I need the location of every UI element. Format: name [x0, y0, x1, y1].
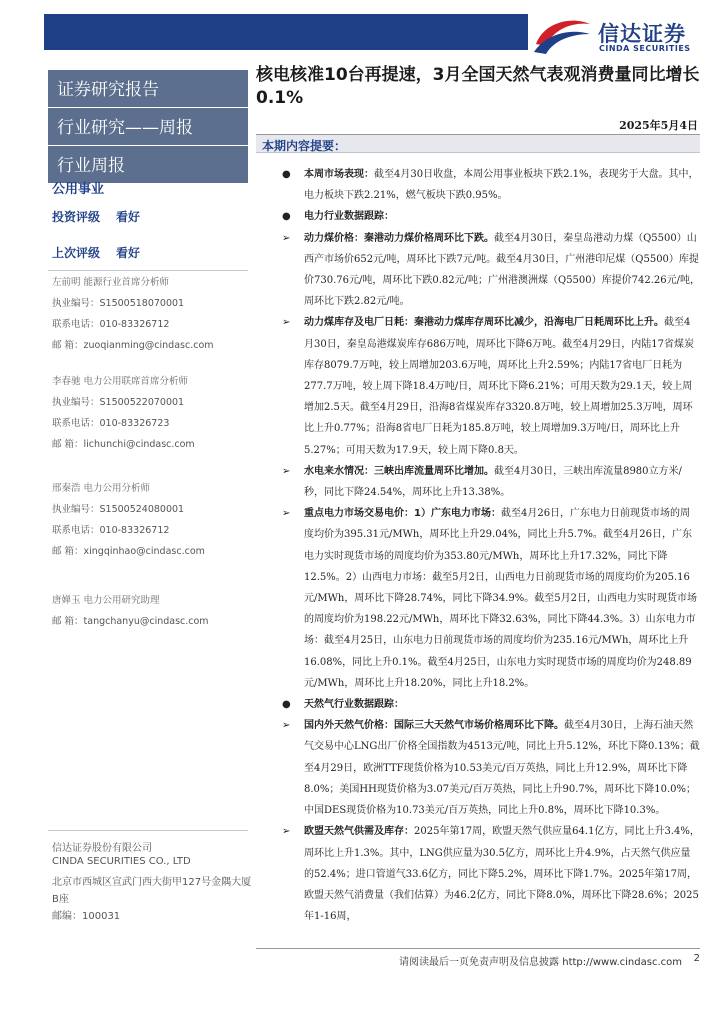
rating-value: 看好	[116, 210, 141, 224]
item-text: 截至4月26日，广东电力日前现货市场的周度均价为395.31元/MWh，周环比上升29.04%，同比上升5.7%。截至4月26日，广东电力实时现货市场的周度均价为353.80元/MWh，周环比上升17.32%，同比下降12.5%。2）山西电力市场：截至5月2日，山西电力日前现货市场的周度均价为205.16元/MWh，周环比下降28.74%，同比下降34.9%。截至5月2日，山西电力实时现货市场的周度均价为198.22元/MWh，周环比下降32.63%，同比下降44.3%。3）山东电力市场：截至4月25日，山东电力日前现货市场的周度均价为235.16元/MWh，周环比上升16.08%，同比上升0.1%。截至4月25日，山东电力实时现货市场的周度均价为248.89元/MWh，周环比上升18.20%，同比上升18.2%。	[304, 508, 697, 689]
list-item	[256, 694, 700, 715]
item-heading: 水电来水情况：三峡出库流量周环比增加。	[304, 465, 494, 477]
list-item	[256, 461, 700, 503]
arrow-bullet-icon: ➢	[282, 317, 291, 329]
analyst-phone: 联系电话：010-83326723	[52, 418, 170, 429]
report-type: 证券研究报告	[48, 70, 248, 107]
page-title: 核电核准10台再提速，3月全国天然气表观消费量同比增长0.1%	[256, 65, 700, 108]
sidebar	[48, 64, 252, 964]
industry-name: 公用事业	[52, 182, 105, 197]
summary-list	[256, 164, 700, 927]
brand-logo	[532, 12, 712, 56]
item-text: 截至4月30日，秦皇岛港动力煤（Q5500）山西产市场价652元/吨，周环比下跌7元/吨。截至4月30日，广州港印尼煤（Q5500）库提价730.76元/吨，周环比下跌0.82元/吨；广州港澳洲煤（Q5500）库提价742.26元/吨，周环比下跌2.82元/吨。	[304, 232, 701, 308]
prev-rating-label: 上次评级	[52, 246, 101, 260]
previous-rating	[52, 244, 141, 261]
analyst-license: 执业编号：S1500518070001	[52, 298, 185, 309]
item-heading: 本周市场表现：	[304, 169, 374, 180]
company-name-cn: 信达证券股份有限公司	[52, 843, 152, 854]
analyst-head: 唐婵玉 电力公用研究助理	[52, 595, 160, 606]
summary-heading: 本期内容提要：	[262, 139, 347, 153]
arrow-bullet-icon: ➢	[282, 232, 291, 244]
divider	[48, 830, 248, 831]
analyst-phone: 联系电话：010-83326712	[52, 525, 170, 536]
company-postcode: 邮编：100031	[52, 911, 121, 922]
report-date: 2025年5月4日	[619, 119, 698, 132]
analyst-card	[52, 484, 248, 568]
cinda-logo-icon	[532, 14, 592, 56]
analyst-head: 邢秦浩 电力公用分析师	[52, 483, 151, 494]
date-row	[256, 117, 700, 135]
item-heading: 动力煤库存及电厂日耗：秦港动力煤库存周环比减少，沿海电厂日耗周环比上升。	[304, 317, 664, 329]
item-heading: 电力行业数据跟踪：	[304, 211, 394, 223]
company-address-2: B座	[52, 894, 69, 905]
disclaimer-link[interactable]: 请阅读最后一页免责声明及信息披露 http://www.cindasc.com	[399, 957, 682, 968]
item-heading: 国内外天然气价格：国际三大天然气市场价格周环比下降。	[304, 720, 564, 732]
header-band	[44, 14, 528, 50]
analyst-head: 李春驰 电力公用联席首席分析师	[52, 376, 189, 387]
company-info	[52, 839, 252, 924]
page-number: 2	[693, 953, 700, 964]
report-sub-category: 行业周报	[48, 146, 248, 183]
company-name-en: CINDA SECURITIES CO., LTD	[52, 856, 191, 867]
main-content	[256, 64, 701, 923]
arrow-bullet-icon: ➢	[282, 508, 291, 520]
prev-rating-value: 看好	[116, 246, 141, 260]
analyst-email[interactable]: 邮 箱：lichunchi@cindasc.com	[52, 439, 195, 450]
bullet-icon: ●	[282, 211, 291, 223]
item-text: 截至4月30日，三峡出库流量8980立方米/秒，同比下降24.54%，周环比上升13.38%。	[304, 465, 682, 499]
report-category: 行业研究——周报	[48, 108, 248, 145]
summary-heading-bar	[256, 135, 700, 153]
list-item	[256, 228, 700, 313]
item-text: 截至4月30日，上海石油天然气交易中心LNG出厂价格全国指数为4513元/吨，同比上升5.12%，环比下降0.13%；截至4月29日，欧洲TTF现货价格为10.53美元/百万英热，同比上升12.9%，周环比下降8.0%；美国HH现货价格为3.07美元/百万英热，同比上升90.7%，周环比下降10.0%；中国DES现货价格为10.73美元/百万英热，同比上升0.8%，周环比下降10.3%。	[304, 720, 700, 817]
list-item	[256, 821, 700, 927]
page-footer	[256, 948, 700, 968]
divider	[48, 270, 248, 271]
brand-name-en: CINDA SECURITIES	[599, 44, 691, 53]
analyst-head: 左前明 能源行业首席分析师	[52, 277, 170, 288]
analyst-email[interactable]: 邮 箱：tangchanyu@cindasc.com	[52, 616, 209, 627]
list-item	[256, 312, 700, 460]
list-item	[256, 503, 700, 694]
arrow-bullet-icon: ➢	[282, 465, 291, 477]
arrow-bullet-icon: ➢	[282, 826, 291, 838]
list-item	[256, 164, 700, 206]
item-heading: 动力煤价格：秦港动力煤价格周环比下跌。	[304, 232, 494, 244]
analyst-license: 执业编号：S1500524080001	[52, 504, 185, 515]
arrow-bullet-icon: ➢	[282, 720, 291, 732]
brand-name-cn: 信达证券	[598, 22, 686, 46]
analyst-card	[52, 377, 248, 461]
bullet-icon: ●	[282, 169, 291, 180]
analyst-license: 执业编号：S1500522070001	[52, 397, 185, 408]
company-address: 北京市西城区宣武门西大街甲127号金隅大厦	[52, 877, 252, 888]
analyst-card	[52, 278, 248, 362]
item-heading: 天然气行业数据跟踪：	[304, 699, 404, 711]
analyst-phone: 联系电话：010-83326712	[52, 319, 170, 330]
analyst-card	[52, 596, 248, 638]
list-item	[256, 206, 700, 227]
rating-label: 投资评级	[52, 210, 101, 224]
item-text: 截至4月30日，秦皇岛港煤炭库存686万吨，周环比下降6万吨。截至4月29日，内陆17省煤炭库存8079.7万吨，较上周增加203.6万吨，周环比上升2.59%；内陆17省电厂日耗为277.7万吨，较上周下降18.4万吨/日，周环比下降6.21%；可用天数为29.1天，较上周增加2.5天。截至4月29日，沿海8省煤炭库存3320.8万吨，较上周增加25.3万吨，周环比上升0.77%；沿海8省电厂日耗为185.8万吨，较上周增加9.3万吨/日，周环比上升5.27%；可用天数为17.9天，较上周下降0.8天。	[304, 317, 694, 456]
item-text: 2025年第17周，欧盟天然气供应量64.1亿方，同比上升3.4%，周环比上升1.3%。其中，LNG供应量为30.5亿方，周环比上升4.9%，占天然气供应量的52.4%；进口管道气33.6亿方，同比下降5.2%，周环比下降1.7%。2025年第17周，欧盟天然气消费量（我们估算）为46.2亿方，同比下降8.0%，周环比下降28.6%；2025年1-16周，	[304, 826, 700, 923]
item-heading: 欧盟天然气供需及库存：	[304, 826, 414, 838]
bullet-icon: ●	[282, 699, 291, 711]
investment-rating	[52, 208, 141, 225]
item-text: 截至4月30日收盘，本周公用事业板块下跌2.1%，表现劣于大盘。其中，电力板块下跌2.21%，燃气板块下跌0.95%。	[304, 169, 699, 202]
analyst-email[interactable]: 邮 箱：zuoqianming@cindasc.com	[52, 340, 214, 351]
list-item	[256, 715, 700, 821]
item-heading: 重点电力市场交易电价：1）广东电力市场：	[304, 508, 501, 520]
analyst-email[interactable]: 邮 箱：xingqinhao@cindasc.com	[52, 546, 205, 557]
